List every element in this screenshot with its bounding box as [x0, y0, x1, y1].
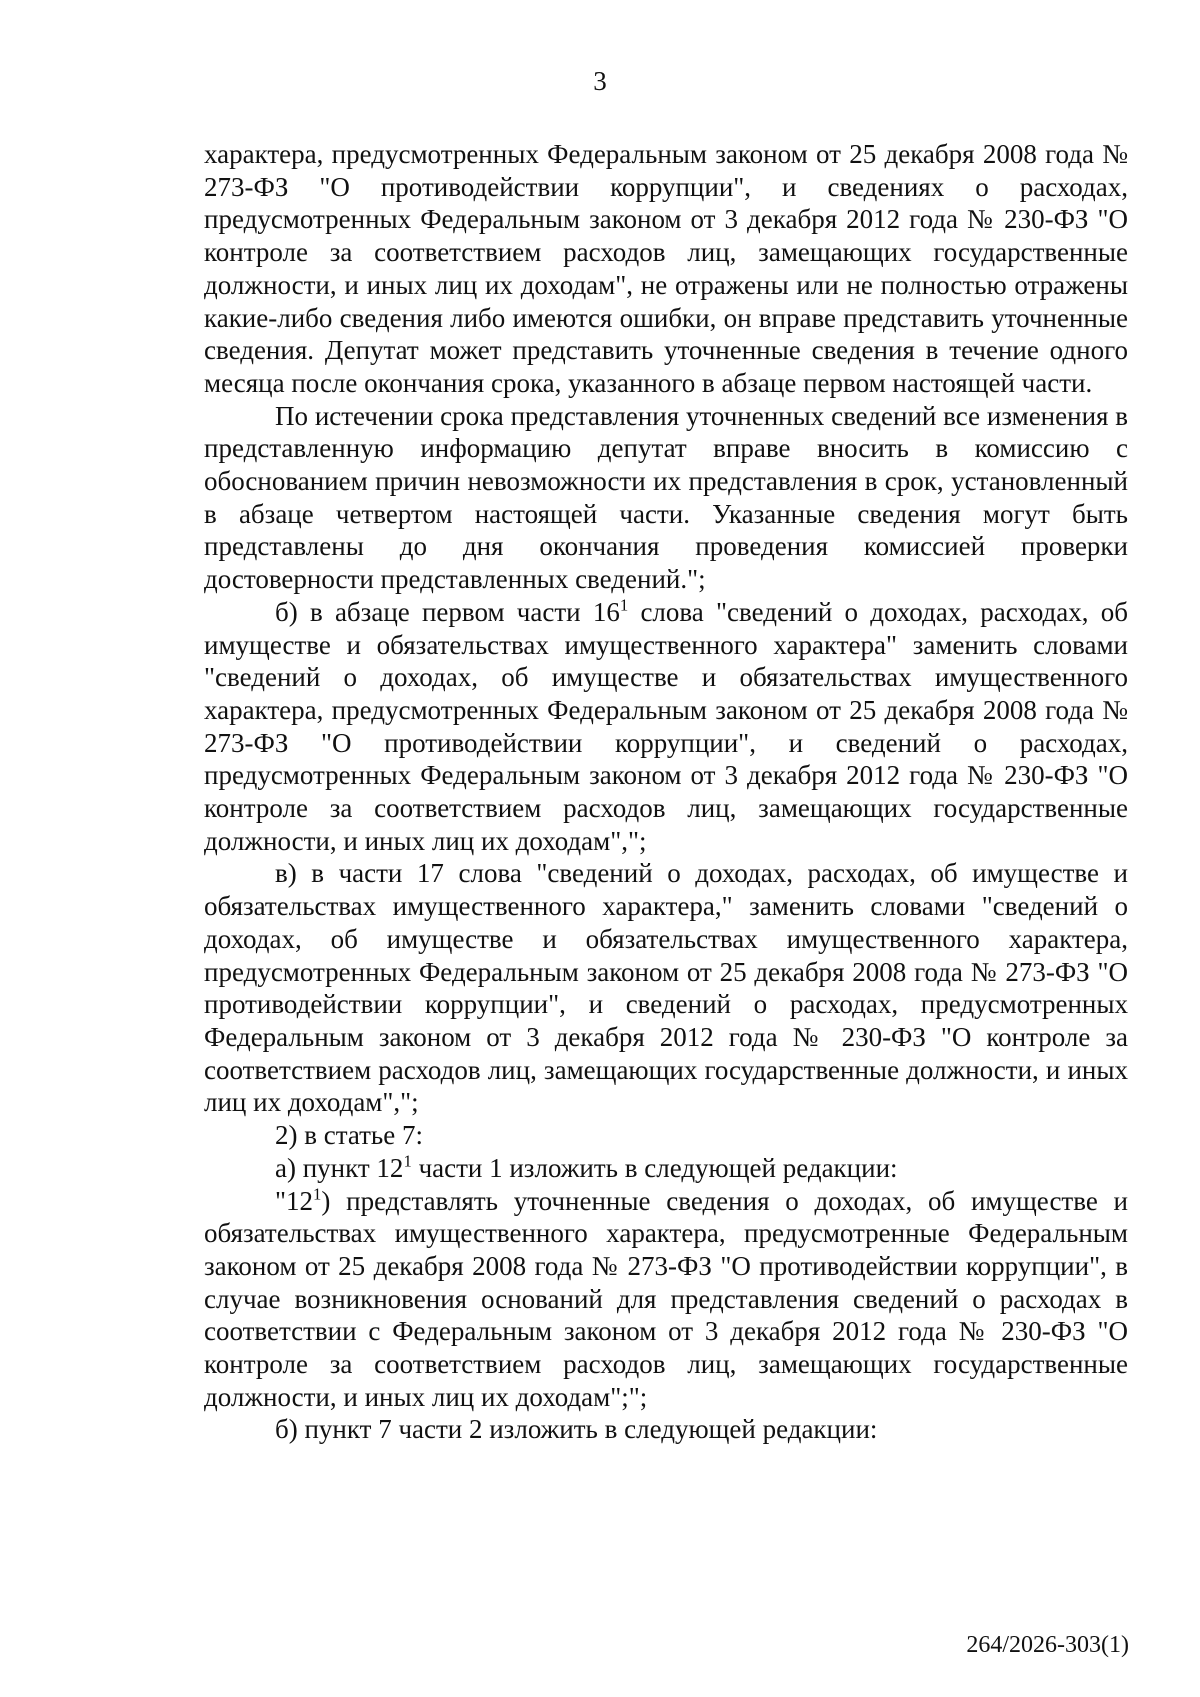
paragraph-text-after: части 1 изложить в следующей редакции: [411, 1152, 898, 1183]
document-code: 264/2026-303(1) [966, 1632, 1129, 1658]
paragraph-item-b-point-7: б) пункт 7 части 2 изложить в следующей редакции: [275, 1414, 878, 1445]
paragraph-text-before: "12 [275, 1185, 314, 1216]
paragraph-point-12-1-text [204, 1185, 1128, 1414]
paragraph-item-b-part-16-1 [204, 596, 1128, 858]
paragraph-item-2-article-7: 2) в статье 7: [275, 1120, 423, 1151]
superscript-index: 1 [403, 1151, 412, 1171]
paragraph-item-a-point-12-1 [204, 1152, 1128, 1185]
paragraph-item-v-part-17: в) в части 17 слова "сведений о доходах, расходах, об имуществе и обязательствах имущественного характера," заменить словами "сведений о доходах, об имуществе и обязательствах имущественного характера, предусмотренных Федеральным законом от 25 декабря 2008 года № 273-ФЗ "О противодействии коррупции", и сведений о расходах, предусмотренных Федеральным законом от 3 декабря 2012 года № 230-ФЗ "О контроле за соответствием расходов лиц, замещающих государственные должности, и иных лиц их доходам","; [204, 858, 1128, 1118]
paragraph-continuation: характера, предусмотренных Федеральным законом от 25 декабря 2008 года № 273-ФЗ "О противодействии коррупции", и сведениях о расходах, предусмотренных Федеральным законом от 3 декабря 2012 года № 230-ФЗ "О контроле за соответствием расходов лиц, замещающих государственные должности, и иных лиц их доходам", не отражены или не полностью отражены какие-либо сведения либо имеются ошибки, он вправе представить уточненные сведения. Депутат может представить уточненные сведения в течение одного месяца после окончания срока, указанного в абзаце первом настоящей части. [204, 139, 1128, 398]
paragraph-text-before: б) в абзаце первом части 16 [275, 596, 620, 627]
paragraph-after-deadline: По истечении срока представления уточненных сведений все изменения в представленную информацию депутат вправе вносить в комиссию с обоснованием причин невозможности их представления в срок, установленный в абзаце четвертом настоящей части. Указанные сведения могут быть представлены до дня окончания проведения комиссией проверки достоверности представленных сведений."; [204, 400, 1128, 595]
superscript-index: 1 [313, 1184, 322, 1204]
superscript-index: 1 [619, 595, 629, 615]
paragraph-text-before: а) пункт 12 [275, 1152, 404, 1183]
paragraph-text-after: слова "сведений о доходах, расходах, об имуществе и обязательствах имущественного характера" заменить словами "сведений о доходах, об имуществе и обязательствах имущественного характера, предусмотренных Федеральным законом от 25 декабря 2008 года № 273-ФЗ "О противодействии коррупции", и сведений о расходах, предусмотренных Федеральным законом от 3 декабря 2012 года № 230-ФЗ "О контроле за соответствием расходов лиц, замещающих государственные должности, и иных лиц их доходам","; [204, 596, 1128, 856]
document-body [204, 138, 1128, 1446]
paragraph-text-after: ) представлять уточненные сведения о доходах, об имуществе и обязательствах имущественного характера, предусмотренные Федеральным законом от 25 декабря 2008 года № 273-ФЗ "О противодействии коррупции", в случае возникновения оснований для представления сведений о расходах в соответствии с Федеральным законом от 3 декабря 2012 года № 230-ФЗ "О контроле за соответствием расходов лиц, замещающих государственные должности, и иных лиц их доходам";"; [204, 1185, 1128, 1412]
page-number: 3 [593, 66, 607, 96]
